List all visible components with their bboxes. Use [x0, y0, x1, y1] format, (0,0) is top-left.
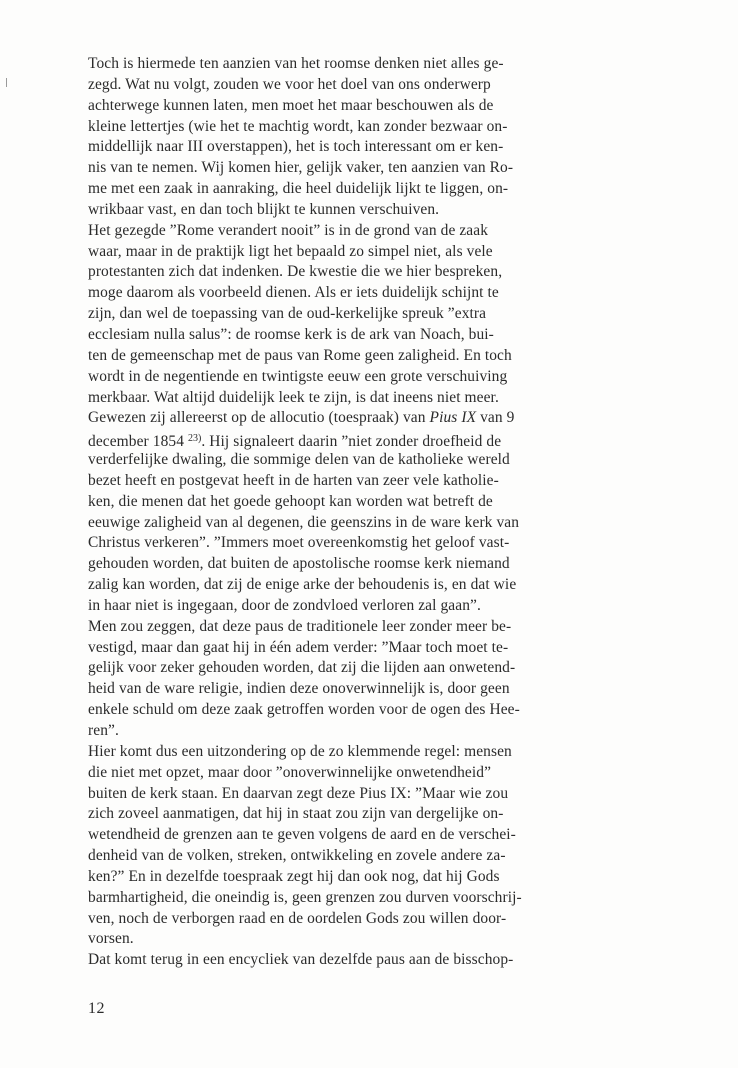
text-segment: zich zoveel aanmatigen, dat hij in staat zou zijn van dergelijke on- — [88, 805, 504, 823]
text-segment: bezet heeft en postgevat heeft in de harten van zeer vele katholie- — [88, 471, 499, 489]
text-line — [88, 784, 708, 805]
text-segment: vorsen. — [88, 930, 134, 948]
text-line — [88, 638, 708, 659]
text-line — [88, 533, 708, 554]
text-segment: ten de gemeenschap met de paus van Rome geen zaligheid. En toch — [88, 346, 512, 364]
text-segment: achterwege kunnen laten, men moet het maar beschouwen als de — [88, 96, 494, 114]
text-segment: Men zou zeggen, dat deze paus de traditionele leer zonder meer be- — [88, 617, 512, 635]
text-segment: zijn, dan wel de toepassing van de oud-kerkelijke spreuk ”extra — [88, 305, 487, 323]
text-line — [88, 909, 708, 930]
text-segment: die niet met opzet, maar door ”onoverwinnelijke onwetendheid” — [88, 763, 492, 781]
text-segment: zalig kan worden, dat zij de enige arke der behoudenis is, en dat wie — [88, 576, 517, 594]
text-segment: ven, noch de verborgen raad en de oordelen Gods zou willen door- — [88, 909, 507, 927]
text-segment: middellijk naar III overstappen), het is toch interessant om er ken- — [88, 138, 504, 156]
text-line — [88, 179, 708, 200]
text-line — [88, 804, 708, 825]
text-line — [88, 262, 708, 283]
text-segment: enkele schuld om deze zaak getroffen worden voor de ogen des Hee- — [88, 701, 520, 719]
text-segment: protestanten zich dat indenken. De kwestie die we hier bespreken, — [88, 263, 503, 281]
text-segment: vestigd, maar dan gaat hij in één adem verder: ”Maar toch moet te- — [88, 638, 509, 656]
text-line — [88, 763, 708, 784]
text-line — [88, 929, 708, 950]
text-segment: me met een zaak in aanraking, die heel duidelijk lijkt te liggen, on- — [88, 180, 509, 198]
text-line — [88, 117, 708, 138]
text-line — [88, 492, 708, 513]
text-line — [88, 221, 708, 242]
text-line — [88, 888, 708, 909]
text-line — [88, 575, 708, 596]
text-segment: Het gezegde ”Rome verandert nooit” is in de grond van de zaak — [88, 221, 489, 239]
text-segment: moge daarom als voorbeeld dienen. Als er iets duidelijk schijnt te — [88, 284, 499, 302]
text-segment: merkbaar. Wat altijd duidelijk leek te zijn, is dat ineens niet meer. — [88, 388, 499, 406]
page-number: 12 — [88, 1000, 105, 1017]
text-line — [88, 617, 708, 638]
text-segment: kleine lettertjes (wie het te machtig wordt, kan zonder bezwaar on- — [88, 117, 508, 135]
text-segment: in haar niet is ingegaan, door de zondvloed verloren zal gaan”. — [88, 596, 481, 614]
text-line — [88, 825, 708, 846]
text-line — [88, 96, 708, 117]
text-segment: Dat komt terug in een encycliek van dezelfde paus aan de bisschop- — [88, 951, 514, 969]
text-segment: zegd. Wat nu volgt, zouden we voor het doel van ons onderwerp — [88, 75, 491, 93]
text-line — [88, 450, 708, 471]
text-line — [88, 950, 708, 971]
text-line — [88, 283, 708, 304]
text-segment: waar, maar in de praktijk ligt het bepaald zo simpel niet, als vele — [88, 242, 493, 260]
text-line — [88, 75, 708, 96]
text-segment: wetendheid de grenzen aan te geven volgens de aard en de verschei- — [88, 826, 516, 844]
text-segment: denheid van de volken, streken, ontwikkeling en zovele andere za- — [88, 847, 506, 865]
text-segment: ken, die menen dat het goede gehoopt kan worden wat betreft de — [88, 492, 493, 510]
text-segment: Christus verkeren”. ”Immers moet overeenkomstig het geloof vast- — [88, 534, 510, 552]
text-line — [88, 137, 708, 158]
text-line — [88, 158, 708, 179]
text-segment: barmhartigheid, die oneindig is, geen grenzen zou durven voorschrij- — [88, 888, 522, 906]
text-line — [88, 388, 708, 409]
text-segment: Toch is hiermede ten aanzien van het roomse denken niet alles ge- — [88, 55, 504, 72]
text-line — [88, 700, 708, 721]
text-segment: buiten de kerk staan. En daarvan zegt deze Pius IX: ”Maar wie zou — [88, 784, 509, 802]
italic-text: Pius IX — [429, 409, 477, 427]
scan-margin-mark — [6, 78, 7, 87]
text-line — [88, 721, 708, 742]
body-text — [88, 54, 708, 971]
text-line — [88, 742, 708, 763]
text-line — [88, 513, 708, 534]
footnote-ref: 23) — [188, 433, 202, 445]
text-line — [88, 408, 708, 429]
text-segment: Gewezen zij allereerst op de allocutio (toespraak) van — [88, 409, 430, 427]
text-line — [88, 429, 708, 450]
text-line — [88, 346, 708, 367]
text-line — [88, 846, 708, 867]
text-segment: wordt in de negentiende en twintigste eeuw een grote verschuiving — [88, 367, 508, 385]
text-segment: eeuwige zaligheid van al degenen, die geenszins in de ware kerk van — [88, 513, 520, 531]
text-line — [88, 242, 708, 263]
text-segment: nis van te nemen. Wij komen hier, gelijk vaker, ten aanzien van Ro- — [88, 159, 514, 177]
text-line — [88, 679, 708, 700]
text-segment: wrikbaar vast, en dan toch blijkt te kunnen verschuiven. — [88, 200, 440, 218]
text-segment: . Hij signaleert daarin ”niet zonder droefheid de — [201, 433, 502, 451]
text-segment: ken?” En in dezelfde toespraak zegt hij dan ook nog, dat hij Gods — [88, 867, 500, 885]
text-segment: gehouden worden, dat buiten de apostolische roomse kerk niemand — [88, 555, 510, 573]
text-line — [88, 658, 708, 679]
text-line — [88, 554, 708, 575]
text-segment: van 9 — [476, 409, 515, 427]
text-line — [88, 325, 708, 346]
text-line — [88, 867, 708, 888]
text-segment: ecclesiam nulla salus”: de roomse kerk is de ark van Noach, bui- — [88, 325, 494, 343]
text-line — [88, 471, 708, 492]
text-segment: gelijk voor zeker gehouden worden, dat zij die lijden aan onwetend- — [88, 659, 516, 677]
text-line — [88, 304, 708, 325]
text-line — [88, 367, 708, 388]
text-segment: ren”. — [88, 722, 119, 739]
text-line — [88, 54, 708, 75]
text-segment: heid van de ware religie, indien deze onoverwinnelijk is, door geen — [88, 680, 510, 698]
text-line — [88, 200, 708, 221]
text-segment: verderfelijke dwaling, die sommige delen van de katholieke wereld — [88, 451, 510, 469]
text-segment: Hier komt dus een uitzondering op de zo klemmende regel: mensen — [88, 742, 512, 760]
text-segment: december 1854 — [88, 433, 188, 451]
text-line — [88, 596, 708, 617]
